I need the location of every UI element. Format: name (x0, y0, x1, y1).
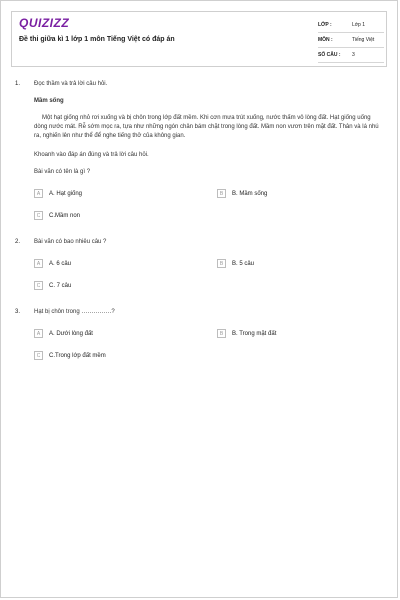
answer-option[interactable] (34, 189, 82, 198)
meta-row-class (318, 18, 384, 33)
option-label: A. 6 câu (49, 260, 72, 267)
meta-label: LỚP : (318, 22, 332, 28)
worksheet-meta (318, 18, 384, 63)
answer-option[interactable] (34, 211, 80, 220)
option-checkbox[interactable]: A (34, 259, 43, 268)
question-text: Bài văn có tên là gì ? (34, 169, 91, 175)
option-label: C. 7 câu (49, 282, 72, 289)
answer-option[interactable] (217, 259, 254, 268)
answer-option[interactable] (217, 189, 267, 198)
meta-value: Lớp 1 (352, 22, 366, 28)
passage-title: Mầm sống (34, 98, 64, 104)
option-label: C.Mầm non (49, 212, 81, 219)
quizizz-logo: QUIZIZZ (19, 16, 70, 30)
question-sub-instruction: Khoanh vào đáp án đúng và trả lời câu hỏi. (34, 152, 149, 158)
question-number: 3. (15, 309, 21, 315)
option-checkbox[interactable]: B (217, 259, 226, 268)
worksheet-title: Đề thi giữa kì 1 lớp 1 môn Tiếng Việt có đáp án (19, 36, 175, 43)
option-checkbox[interactable]: C (34, 211, 43, 220)
option-label: B. Mầm sống (232, 190, 268, 197)
option-checkbox[interactable]: C (34, 281, 43, 290)
answer-option[interactable] (34, 329, 93, 338)
question-number: 1. (15, 81, 21, 87)
worksheet-header (11, 11, 387, 67)
option-label: A. Hạt giống (49, 190, 83, 197)
answer-option[interactable] (34, 259, 71, 268)
option-label: B. Trong mặt đất (232, 330, 277, 337)
option-checkbox[interactable]: A (34, 189, 43, 198)
option-checkbox[interactable]: B (217, 329, 226, 338)
question-text: Hạt bị chôn trong ……………? (34, 309, 115, 315)
option-checkbox[interactable]: B (217, 189, 226, 198)
meta-row-subject (318, 33, 384, 48)
answer-option[interactable] (217, 329, 276, 338)
option-checkbox[interactable]: C (34, 351, 43, 360)
meta-label: SỐ CÂU : (318, 52, 341, 58)
option-label: B. 5 câu (232, 260, 255, 267)
passage-text: Một hạt giống nhỏ rơi xuống và bị chôn trong lớp đất mềm. Khi cơn mưa trút xuống, nước thấm vô lòng đất. Hạt giống uống dòng nước mát. Rễ sớm mọc ra, tựa như những ngón chân bám chặt trong lòng đất. Mầm non vươn trên mặt đất. Thân và lá nhú ra, nghiến lên như thể để nghe tiếng thở của không gian. (34, 115, 379, 139)
option-checkbox[interactable]: A (34, 329, 43, 338)
answer-option[interactable] (34, 351, 106, 360)
question-text: Bài văn có bao nhiêu câu ? (34, 239, 107, 245)
option-label: A. Dưới lòng đất (49, 330, 93, 337)
question-instruction: Đọc thầm và trả lời câu hỏi. (34, 81, 108, 87)
meta-value: 3 (352, 52, 355, 58)
answer-option[interactable] (34, 281, 71, 290)
meta-value: Tiếng Việt (352, 37, 375, 43)
meta-label: MÔN : (318, 37, 333, 43)
option-label: C.Trong lớp đất mềm (49, 352, 106, 359)
meta-row-question-count (318, 48, 384, 63)
question-number: 2. (15, 239, 21, 245)
